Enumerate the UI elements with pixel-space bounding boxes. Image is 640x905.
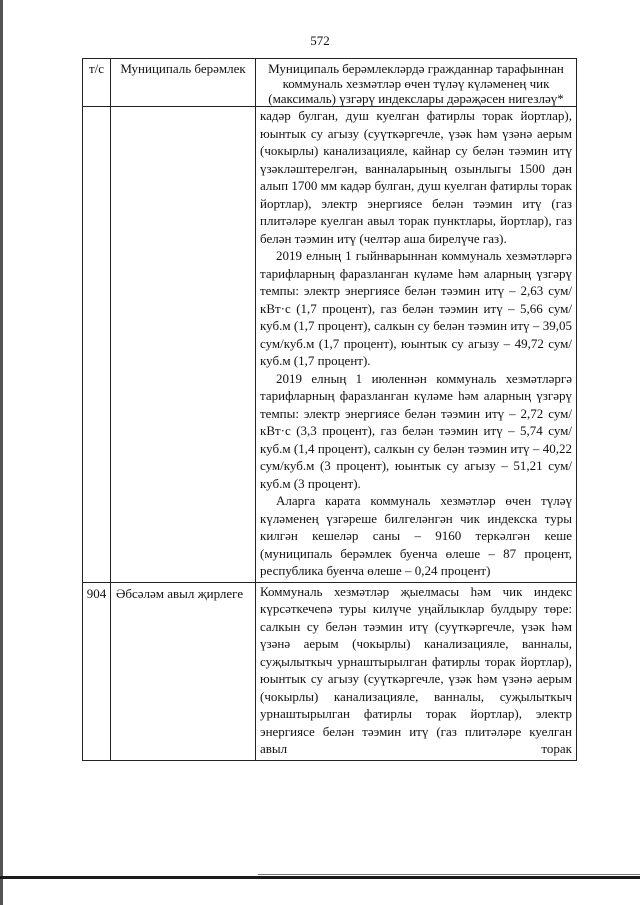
scan-edge: [0, 0, 3, 905]
justification-cell: [256, 107, 577, 583]
row-number: [83, 107, 111, 583]
tariff-table: [82, 58, 577, 761]
paragraph: Аларга карата коммуналь хезмәтләр өчен түләү күләменең үзгәреше билгеләнгән чик индекска туры килгән кешеләр саны – 9160 теркәлгән кеше (муниципаль берәмлек буенча өлеше – 87 процент, республика буенча өлеше – 0,24 процент): [260, 493, 572, 578]
header-municipality: Муниципаль берәмлек: [111, 59, 256, 107]
municipality-name: [111, 107, 256, 583]
header-justification: Муниципаль берәмлекләрдә гражданнар тарафыннан коммуналь хезмәтләр өчен түләү күләменең чик (максималь) үзгәрү индекслары дәрәҗәсен нигезләү*: [256, 59, 577, 107]
table-row: [83, 107, 577, 583]
table-row: [83, 582, 577, 760]
row-number: 904: [83, 582, 111, 760]
paragraph: кадәр булган, душ куелган фатирлы торак йортлар), юынтык су агызу (суүткәргечле, үзәк һәм үзәнә аерым (чокырлы) канализацияле, кайнар су белән тәэмин итү үзәкләштерелгән, ванналарының озынлыгы 1500 дән алып 1700 мм кадәр булган, душ куелган фатирлы торак йортлар), электр энергиясе белән тәэмин итү (газ плитәләре куелган авыл торак пунктлары, йортлар), газ белән тәэмин итү (челтәр аша бирелүче газ).: [260, 108, 572, 246]
paragraph: 2019 елның 1 гыйнварыннан коммуналь хезмәтләргә тарифларның фаразланган күләме һәм аларның үзгәрү темпы: электр энергиясе белән тәэмин итү – 2,63 сум/кВт·с (1,7 процент), газ белән тәэмин итү – 5,66 сум/куб.м (1,7 процент), салкын су белән тәэмин итү – 39,05 сум/куб.м (1,7 процент), юынтык су агызу – 49,72 сум/куб.м (1,7 процент).: [260, 248, 572, 368]
scan-rule: [0, 876, 640, 879]
page-number: 572: [310, 33, 330, 48]
paragraph: Коммуналь хезмәтләр җыелмасы һәм чик индекс күрсәткечenә туры килүче уңайлыклар булдыру төре: салкын су белән тәэмин итү (суүткәргечле, үзәк һәм үзәнә аерым (чокырлы) канализацияле, ванналы, суҗылыткыч урнаштырылган фатирлы торак йортлар), юынтык су агызу (суүткәргечле, үзәк һәм үзәнә аерым (чокырлы) канализацияле, ванналы, суҗылыткыч урнаштырылган фатирлы торак йортлар), электр энергиясе белән тәэмин итү (газ плитәләре куелган авыл торак: [260, 583, 572, 756]
municipality-name: Әбсәләм авыл җирлеге: [111, 582, 256, 760]
justification-cell: [256, 582, 577, 760]
paragraph: 2019 елның 1 июленнән коммуналь хезмәтләргә тарифларның фаразланган күләме һәм аларның үзгәрү темпы: электр энергиясе белән тәэмин итү – 2,72 сум/кВт·с (3,3 процент), газ белән тәэмин итү – 5,74 сум/куб.м (1,4 процент), салкын су белән тәэмин итү – 40,22 сум/куб.м (3 процент), юынтык су агызу – 51,21 сум/куб.м (3 процент).: [260, 370, 572, 491]
table-header-row: [83, 59, 577, 107]
header-number: т/с: [83, 59, 111, 107]
scan-rule: [258, 874, 640, 875]
